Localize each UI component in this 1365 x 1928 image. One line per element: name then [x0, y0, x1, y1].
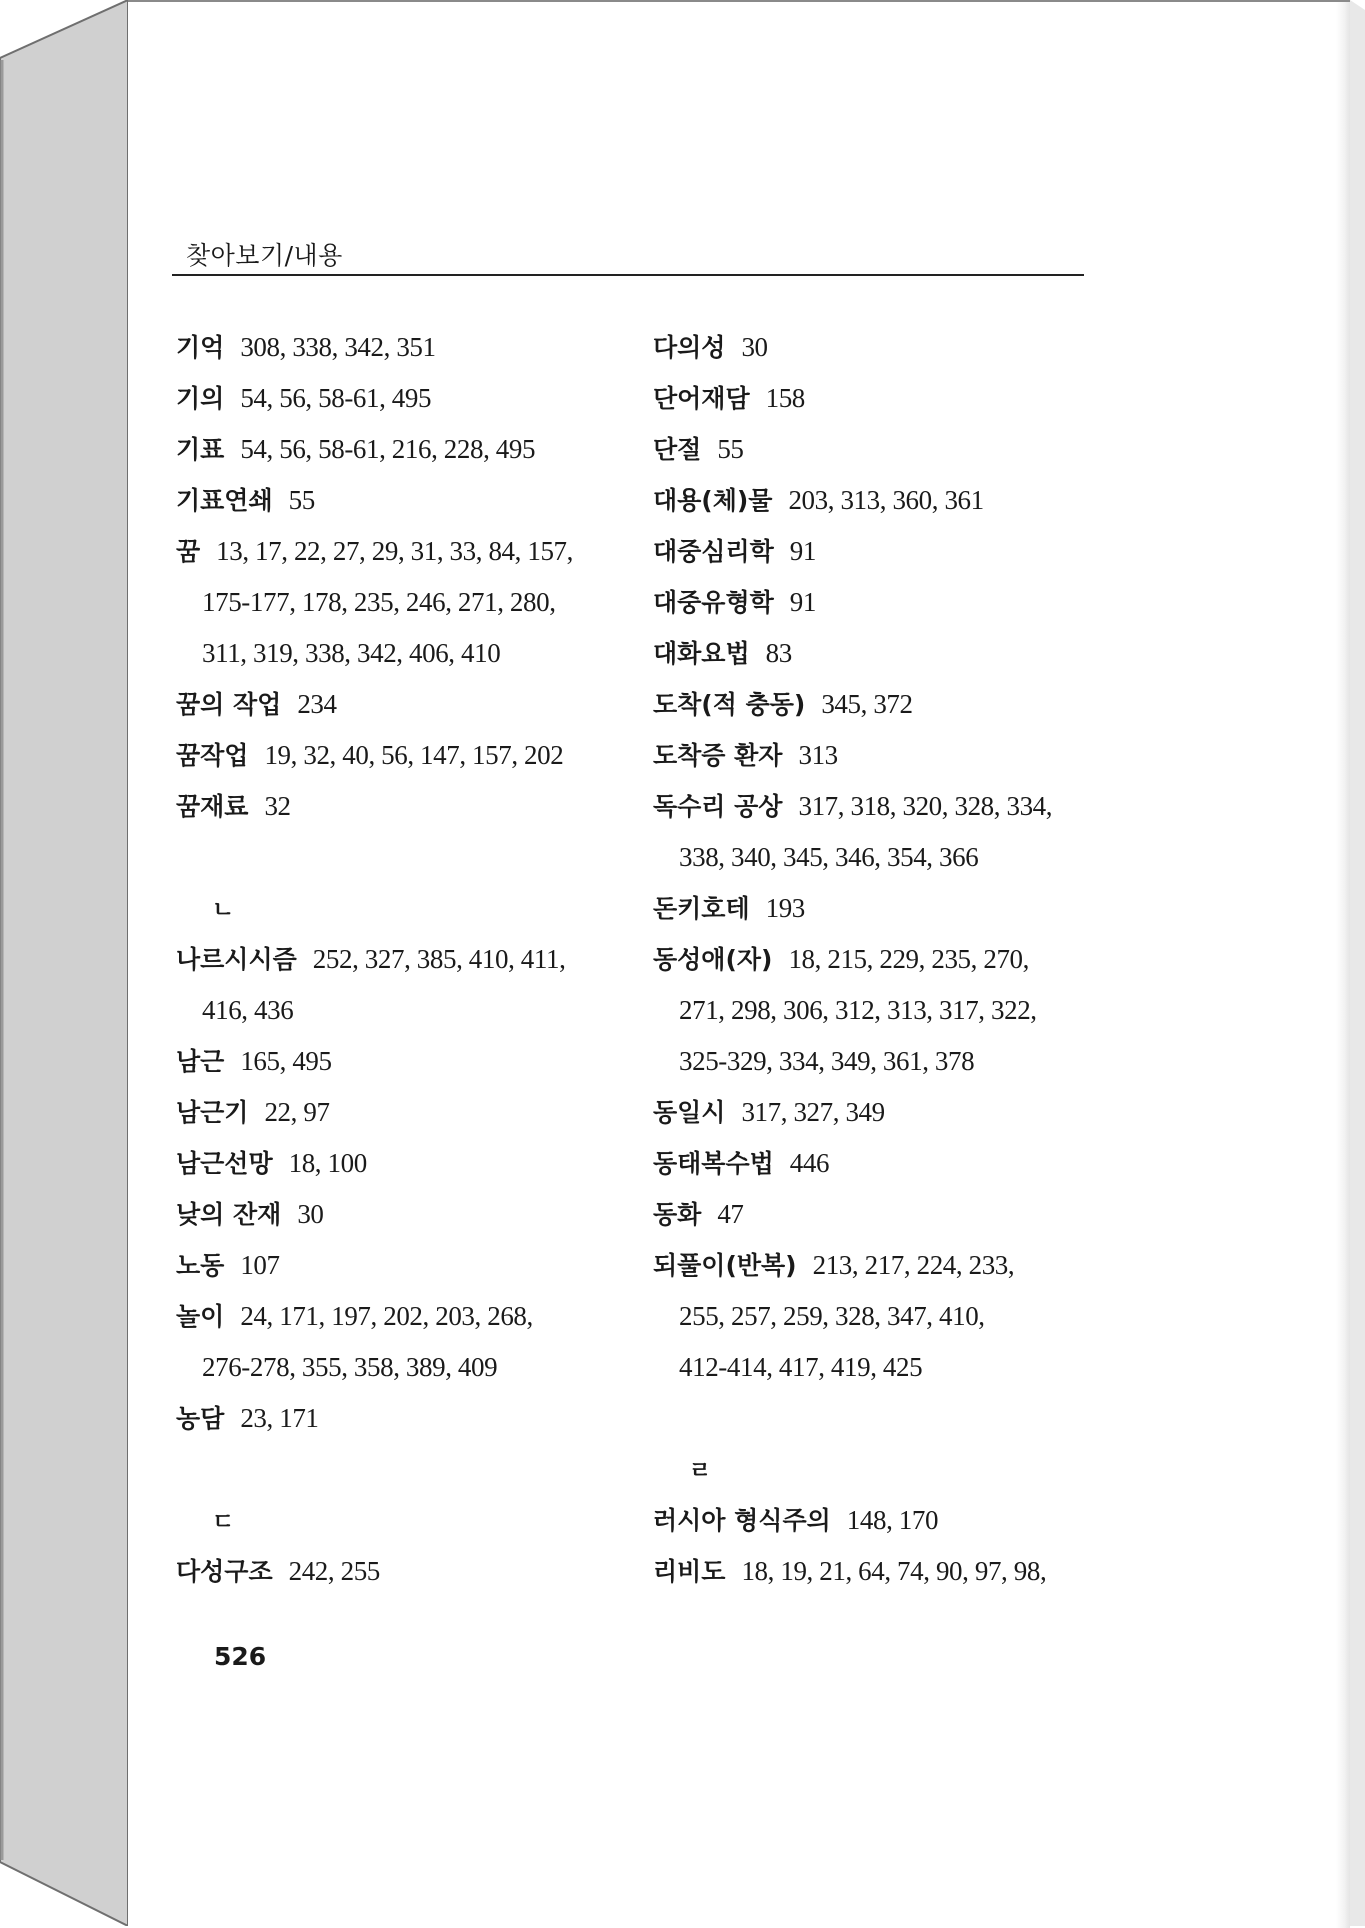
index-term: 꿈 — [176, 537, 201, 566]
index-page-refs: 234 — [297, 689, 337, 719]
index-term: 독수리 공상 — [653, 792, 783, 821]
index-term: 도착증 환자 — [653, 741, 783, 770]
index-entry — [653, 577, 1113, 628]
index-entry — [176, 1393, 616, 1444]
index-page-refs: 158 — [765, 383, 805, 413]
index-term: 나르시시즘 — [176, 945, 297, 974]
index-page-refs: 446 — [789, 1148, 830, 1178]
index-entry — [653, 526, 1113, 577]
index-entry — [176, 475, 616, 526]
index-entry — [653, 1087, 1113, 1138]
index-entry — [653, 1189, 1113, 1240]
index-spacer — [653, 1393, 1113, 1444]
index-spacer — [176, 832, 616, 883]
index-term: 동성애(자) — [653, 945, 773, 974]
index-term: 동태복수법 — [653, 1149, 774, 1178]
index-entry-continuation — [176, 1342, 616, 1393]
index-entry — [653, 373, 1113, 424]
index-page-refs: 24, 171, 197, 202, 203, 268, — [240, 1301, 533, 1331]
header-title: 찾아보기/내용 — [186, 241, 343, 270]
index-term: 놀이 — [176, 1302, 225, 1331]
index-entry — [176, 526, 616, 577]
index-entry-continuation — [176, 628, 616, 679]
index-entry — [653, 883, 1113, 934]
index-term: 남근기 — [176, 1098, 249, 1127]
index-term: 대용(체)물 — [653, 486, 773, 515]
index-page-refs: 30 — [297, 1199, 324, 1229]
index-entry — [176, 934, 616, 985]
index-page-refs: 325-329, 334, 349, 361, 378 — [679, 1046, 975, 1076]
index-term: 꿈재료 — [176, 792, 249, 821]
index-entry — [653, 1546, 1113, 1597]
index-entry-continuation — [653, 832, 1113, 883]
index-entry — [176, 322, 616, 373]
index-term: 노동 — [176, 1251, 225, 1280]
index-entry-continuation — [653, 1291, 1113, 1342]
index-term: 단절 — [653, 435, 702, 464]
index-term: 남근선망 — [176, 1149, 273, 1178]
index-entry — [653, 322, 1113, 373]
index-term: 되풀이(반복) — [653, 1251, 797, 1280]
index-page-refs: 213, 217, 224, 233, — [812, 1250, 1015, 1280]
index-page-refs: 345, 372 — [821, 689, 913, 719]
index-page-refs: 18, 215, 229, 235, 270, — [788, 944, 1030, 974]
index-page-refs: 242, 255 — [288, 1556, 380, 1586]
index-entry-continuation — [653, 1342, 1113, 1393]
index-entry — [176, 1087, 616, 1138]
page-edge — [1336, 2, 1350, 1928]
index-page-refs: 165, 495 — [240, 1046, 332, 1076]
index-page-refs: 32 — [264, 791, 291, 821]
index-term: 동화 — [653, 1200, 702, 1229]
index-page-refs: 193 — [765, 893, 805, 923]
index-term: 대중유형학 — [653, 588, 774, 617]
index-page-refs: 30 — [741, 332, 768, 362]
index-term: 대중심리학 — [653, 537, 774, 566]
index-page-refs: 276-278, 355, 358, 389, 409 — [202, 1352, 498, 1382]
page-number: 526 — [214, 1642, 267, 1671]
index-term: 리비도 — [653, 1557, 726, 1586]
index-term: 돈키호테 — [653, 894, 750, 923]
index-term: 러시아 형식주의 — [653, 1506, 831, 1535]
index-column-left — [176, 322, 616, 1597]
running-header — [172, 232, 1084, 276]
index-entry — [176, 1189, 616, 1240]
index-page-refs: 54, 56, 58-61, 495 — [240, 383, 432, 413]
index-section-heading — [653, 1444, 1113, 1495]
index-term: 대화요법 — [653, 639, 750, 668]
section-letter: ㄷ — [212, 1509, 235, 1535]
index-page-refs: 23, 171 — [240, 1403, 319, 1433]
index-entry — [653, 475, 1113, 526]
index-page-refs: 175-177, 178, 235, 246, 271, 280, — [202, 587, 556, 617]
index-page-refs: 252, 327, 385, 410, 411, — [312, 944, 566, 974]
index-entry — [176, 1036, 616, 1087]
index-entry-continuation — [176, 985, 616, 1036]
index-page-refs: 19, 32, 40, 56, 147, 157, 202 — [264, 740, 564, 770]
index-entry — [653, 424, 1113, 475]
index-entry — [653, 781, 1113, 832]
section-letter: ㄴ — [212, 897, 235, 923]
index-term: 다의성 — [653, 333, 726, 362]
index-page-refs: 308, 338, 342, 351 — [240, 332, 436, 362]
index-page-refs: 13, 17, 22, 27, 29, 31, 33, 84, 157, — [216, 536, 574, 566]
index-page-refs: 255, 257, 259, 328, 347, 410, — [679, 1301, 985, 1331]
index-term: 다성구조 — [176, 1557, 273, 1586]
index-page-refs: 91 — [789, 536, 816, 566]
index-entry — [653, 679, 1113, 730]
index-term: 동일시 — [653, 1098, 726, 1127]
index-page-refs: 317, 318, 320, 328, 334, — [798, 791, 1053, 821]
index-entry — [653, 934, 1113, 985]
index-entry — [176, 373, 616, 424]
index-page-refs: 91 — [789, 587, 816, 617]
index-page-refs: 412-414, 417, 419, 425 — [679, 1352, 923, 1382]
index-entry-continuation — [176, 577, 616, 628]
index-entry — [653, 1138, 1113, 1189]
index-page-refs: 47 — [717, 1199, 744, 1229]
index-entry — [176, 679, 616, 730]
index-entry — [176, 730, 616, 781]
index-page-refs: 271, 298, 306, 312, 313, 317, 322, — [679, 995, 1037, 1025]
index-term: 기표연쇄 — [176, 486, 273, 515]
index-page-refs: 18, 100 — [288, 1148, 367, 1178]
index-section-heading — [176, 883, 616, 934]
index-entry-continuation — [653, 985, 1113, 1036]
index-entry — [653, 628, 1113, 679]
index-column-right — [653, 322, 1113, 1597]
index-entry — [176, 1291, 616, 1342]
index-spacer — [176, 1444, 616, 1495]
index-term: 기억 — [176, 333, 225, 362]
index-term: 기표 — [176, 435, 225, 464]
index-term: 꿈작업 — [176, 741, 249, 770]
index-page-refs: 313 — [798, 740, 838, 770]
index-entry — [176, 1138, 616, 1189]
index-section-heading — [176, 1495, 616, 1546]
index-entry — [653, 730, 1113, 781]
index-term: 남근 — [176, 1047, 225, 1076]
index-page-refs: 83 — [765, 638, 792, 668]
index-entry — [176, 1240, 616, 1291]
index-term: 농담 — [176, 1404, 225, 1433]
index-page-refs: 54, 56, 58-61, 216, 228, 495 — [240, 434, 536, 464]
index-entry-continuation — [653, 1036, 1113, 1087]
index-page-refs: 203, 313, 360, 361 — [788, 485, 984, 515]
index-term: 낮의 잔재 — [176, 1200, 282, 1229]
index-term: 단어재담 — [653, 384, 750, 413]
index-page-refs: 107 — [240, 1250, 280, 1280]
index-page-refs: 148, 170 — [846, 1505, 939, 1535]
index-entry — [653, 1495, 1113, 1546]
index-page-refs: 338, 340, 345, 346, 354, 366 — [679, 842, 979, 872]
index-entry — [653, 1240, 1113, 1291]
section-letter: ㄹ — [689, 1458, 712, 1484]
index-entry — [176, 1546, 616, 1597]
index-page-refs: 317, 327, 349 — [741, 1097, 885, 1127]
index-entry — [176, 781, 616, 832]
index-page-refs: 18, 19, 21, 64, 74, 90, 97, 98, — [741, 1556, 1047, 1586]
index-entry — [176, 424, 616, 475]
index-page-refs: 55 — [288, 485, 315, 515]
index-page-refs: 22, 97 — [264, 1097, 330, 1127]
index-page-refs: 416, 436 — [202, 995, 294, 1025]
index-term: 기의 — [176, 384, 225, 413]
index-page-refs: 55 — [717, 434, 744, 464]
index-term: 꿈의 작업 — [176, 690, 282, 719]
index-term: 도착(적 충동) — [653, 690, 806, 719]
index-page-refs: 311, 319, 338, 342, 406, 410 — [202, 638, 501, 668]
